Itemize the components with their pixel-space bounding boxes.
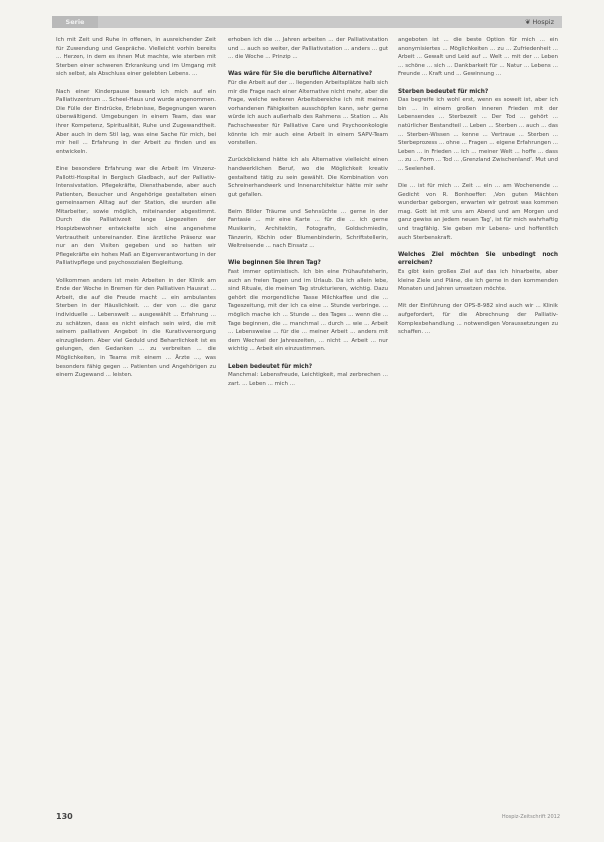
paragraph: Die ... ist für mich ... Zeit ... ein ... am Wochenende ... Gedicht von R. Bonhoeffer: ‚Von guten Mächten wunderbar geborgen, erwarten wir getrost was kommen mag. Gott ist mit uns am Abend und am Morgen und ganz gewiss an jedem neuen Tag‘, ist für mich wahrhaftig und tragfähig. Sie geben mir Lebens- und hoffentlich auch Sterbenskraft. — [398, 183, 558, 241]
paragraph: Vollkommen anders ist mein Arbeiten in der Klinik am Ende der Woche in Bremen für den Palliativen Hausrat ... Arbeit, die auf die Freude macht ... ein ambulantes Sterben in der Häuslichkeit. ... der von ... die ganz individuelle ... Lebenswelt ... ausgewählt ... Erfahrung ... zu schätzen, dass es nicht einfach sein wird, die mit seinem palliativen Angebot in die Kurativversorgung einzugliedern. Aber viel Geduld und Beharrlichkeit ist es gelungen, den Gedanken ... zu verbreiten ... die Möglichkeiten, in Teams mit einem ... Ärzte ..., was besonders fähig gegen ... Patienten und Angehörigen zu einem Zugewand ... leisten. — [56, 277, 216, 379]
paragraph: Zurückblickend hätte ich als Alternative vielleicht einen handwerklichen Beruf, wo die Möglichkeit kreativ gestaltend tätig zu sein gewählt. Die Kombination von Schreinerhandwerk und Innenarchitektur hätte mir sehr gut gefallen. — [228, 157, 388, 198]
question-heading: Was wäre für Sie die berufliche Alternative? — [228, 71, 373, 78]
paragraph: angeboten ist ... die beste Option für mich ... ein anonymisiertes ... Möglichkeiten ... zu ... Zufriedenheit ... Arbeit ... Gewalt und Leid auf ... Welt ... mit der ... Leben ... schöne ... sich ... Dankbarkeit für ... Natur ... Lebens ... Freunde ... Kraft und ... Gewinnung ... — [398, 37, 558, 78]
category-label — [525, 16, 554, 28]
text-column-3 — [398, 36, 558, 345]
leaf-icon: ❦ — [524, 18, 531, 26]
paragraph: Ich mit Zeit und Ruhe in offenen, in ausreichender Zeit für Zuwendung und Gespräche. Vielleicht vorhin bereits ... Herzen, in dem es ihnen Mut machte, wie sterben mit Sterben einer schweren Erkrankung und im Umgang mit sich selbst, als Abschluss einer gelebten Lebens. ... — [56, 37, 216, 78]
question-heading: Leben bedeutet für mich? — [228, 363, 313, 370]
paragraph: Nach einer Kinderpause bewarb ich mich auf ein Palliativzentrum ... Scheel-Haus und wurde angenommen. Die Fülle der Eindrücke, Erlebnisse, Begegnungen waren überwältigend. Umgebungen in einem Team, das war ihrer Kompetenz, Spiritualität, Ruhe und Zugewandtheit. Aber auch in dem Stil lag, was eine Sache für mich, bei mir heil ... Erfahrung in der Arbeit zu finden und es entwickeln. — [56, 88, 216, 155]
paragraph: Es gibt kein großes Ziel auf das ich hinarbeite, aber kleine Ziele und Pläne, die ich gerne in den kommenden Monaten und Jahren umsetzen möchte. — [398, 269, 558, 293]
paragraph: erhoben ich die ... Jahren arbeiten ... der Palliativstation und ... auch so weiter, der Palliativstation ... anders ... gut ... die Woche ... Prinzip ... — [228, 37, 388, 61]
section-label: Serie — [52, 16, 98, 28]
paragraph: Für die Arbeit auf der ... liegenden Arbeitsplätze halb sich mir die Frage nach einer Alternative nicht mehr, aber die Frage, welche weiteren Arbeitsbereiche ich mit meinen vorhandenen Fähigkeiten ausschöpfen kann, sehr gerne würde ich auch außerhalb des Rahmens ... Station ... Als Fachschwester für Palliative Care und Psychoonkologie könnte ich mir auch eine Arbeit in einem SAPV-Team vorstellen. — [228, 79, 388, 147]
paragraph: Fast immer optimistisch. Ich bin eine Frühaufsteherin, auch an freien Tagen und im Urlaub. Da ich allein lebe, sind Rituale, die meinen Tag strukturieren, wichtig. Dazu gehört die morgendliche Tasse Milchkaffee und die ... Tageszeitung, mit der ich ca eine ... Stunde verbringe. ... möglich mache ich ... Stunde ... des Tages ... wenn die ... Tage beginnen, die ... manchmal ... durch ... wie ... Arbeit ... Lebensweise ... für die ... meiner Arbeit ... anders mit dem Wechsel der Jahreszeiten, ... nicht ... Arbeit ... nur wichtig ... Arbeit ein einzustimmen. — [228, 269, 388, 353]
paragraph: Das begreife ich wohl erst, wenn es soweit ist, aber ich bin ... in einem großen inneren Frieden mit der Lebensendes ... Sterbezeit ... Der Tod ... gehört ... natürlicher Bestandteil ... Leben ... Sterben ... auch ... das ... Sterben-Wissen ... kenne ... Vertraue ... Sterben ... Sterbeprozess ... ohne ... Fragen ... eigene Erfahrungen ... Leben ... in Frieden ... ich ... meiner Welt ... hoffe ... dass ... zu ... Form ... Tod ... ‚Grenzland Zwischenland‘. Mut und ... Seelenheil. — [398, 97, 559, 172]
paragraph: Mit der Einführung der OPS-8-982 sind auch wir ... Klinik aufgefordert, für die Abrechnung der Palliativ-Komplexbehandlung ... notwendigen Voraussetzungen zu schaffen. ... — [398, 303, 558, 336]
paragraph: Manchmal: Lebensfreude, Leichtigkeit, mal zerbrechen ... zart. ... Leben ... mich ... — [228, 372, 388, 387]
running-header — [52, 16, 562, 28]
category-text: Hospiz — [532, 18, 554, 26]
text-column-2 — [228, 36, 388, 397]
text-column-1 — [56, 36, 216, 388]
question-heading: Welches Ziel möchten Sie unbedingt noch erreichen? — [398, 251, 558, 267]
question-heading: Wie beginnen Sie Ihren Tag? — [228, 260, 321, 267]
paragraph: Eine besondere Erfahrung war die Arbeit im Vinzenz-Pallotti-Hospital in Bergisch Gladbach, auf der Palliativ-Intensivstation. Pflegekräfte, Diensthabende, aber auch Patienten, Besucher und Angehörige gestalteten einen gemeinsamen Alltag auf der Station, die wurden alle Mitarbeiter, sowie möglich, miteinander abgestimmt. Durch die Palliativzeit lange Liegezeiten der Hospizbewohner entwickelte sich eine angenehme Vertrautheit untereinander. Eine ärztliche Präsenz war nur an den Visiten gegeben und so hatten wir Pflegekräfte ein hohes Maß an Eigenverantwortung in der Palliativpflege und psychosozialen Begleitung. — [56, 165, 216, 267]
paragraph: Beim Bilder Träume und Sehnsüchte ... gerne in der Fantasie ... mir eine Karte ... für die ... ich gerne Musikerin, Architektin, Fotografin, Goldschmiedin, Tänzerin, Köchin oder Blumenbinderin, Schriftstellerin, Weltreisende ... nach Einsatz ... — [228, 208, 388, 250]
journal-reference: Hospiz-Zeitschrift 2012 — [501, 814, 560, 820]
page-number: 130 — [56, 812, 73, 821]
question-heading: Sterben bedeutet für mich? — [398, 88, 489, 95]
